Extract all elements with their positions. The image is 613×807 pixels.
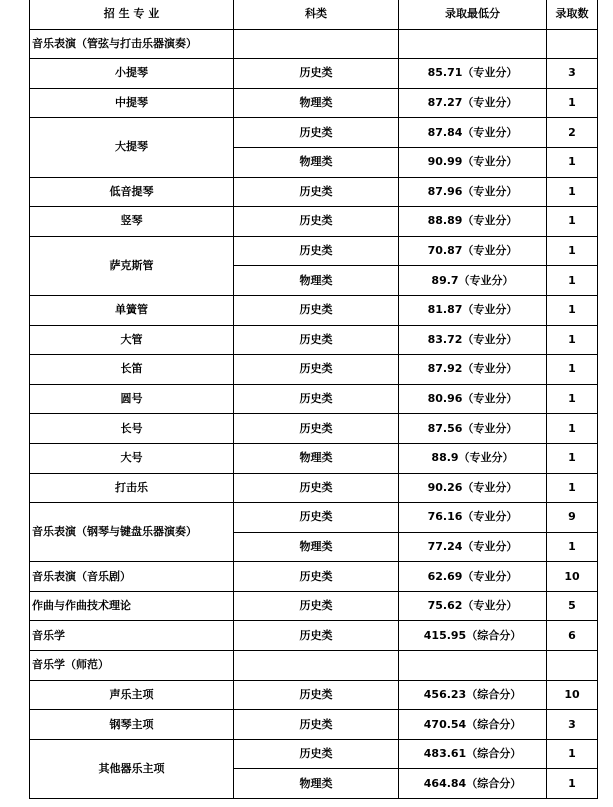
category-cell: 历史类	[234, 473, 399, 503]
header-row	[30, 0, 598, 29]
category-cell: 历史类	[234, 562, 399, 592]
count-cell: 1	[547, 266, 598, 296]
sub-major-cell: 大号	[30, 443, 234, 473]
sub-major-cell: 大提琴	[30, 118, 234, 177]
major-cell: 音乐表演（钢琴与键盘乐器演奏）	[30, 503, 234, 562]
empty-cell	[547, 651, 598, 681]
count-cell: 9	[547, 503, 598, 533]
min-score-cell: 77.24（专业分）	[399, 532, 547, 562]
category-cell: 历史类	[234, 118, 399, 148]
category-cell: 历史类	[234, 680, 399, 710]
major-cell: 音乐学	[30, 621, 234, 651]
empty-cell	[234, 651, 399, 681]
count-cell: 3	[547, 710, 598, 740]
min-score-cell: 80.96（专业分）	[399, 384, 547, 414]
group-major-cell: 音乐表演（管弦与打击乐器演奏）	[30, 29, 234, 59]
table-row	[30, 591, 598, 621]
table-row	[30, 414, 598, 444]
min-score-cell: 88.89（专业分）	[399, 207, 547, 237]
min-score-cell: 89.7（专业分）	[399, 266, 547, 296]
category-cell: 历史类	[234, 710, 399, 740]
table-row	[30, 503, 598, 533]
min-score-cell: 81.87（专业分）	[399, 295, 547, 325]
sub-major-cell: 大管	[30, 325, 234, 355]
category-cell: 历史类	[234, 414, 399, 444]
table-row	[30, 207, 598, 237]
count-cell: 1	[547, 384, 598, 414]
sub-major-cell: 低音提琴	[30, 177, 234, 207]
count-cell: 1	[547, 532, 598, 562]
min-score-cell: 70.87（专业分）	[399, 236, 547, 266]
min-score-cell: 456.23（综合分）	[399, 680, 547, 710]
min-score-cell: 87.56（专业分）	[399, 414, 547, 444]
empty-cell	[234, 29, 399, 59]
min-score-cell: 76.16（专业分）	[399, 503, 547, 533]
table-row	[30, 118, 598, 148]
count-cell: 1	[547, 443, 598, 473]
table-row	[30, 59, 598, 89]
category-cell: 历史类	[234, 355, 399, 385]
count-cell: 1	[547, 414, 598, 444]
category-cell: 物理类	[234, 266, 399, 296]
min-score-cell: 75.62（专业分）	[399, 591, 547, 621]
count-cell: 1	[547, 147, 598, 177]
min-score-cell: 470.54（综合分）	[399, 710, 547, 740]
sub-major-cell: 钢琴主项	[30, 710, 234, 740]
sub-major-cell: 其他器乐主项	[30, 739, 234, 798]
count-cell: 1	[547, 473, 598, 503]
count-cell: 10	[547, 680, 598, 710]
sub-major-cell: 萨克斯管	[30, 236, 234, 295]
category-cell: 历史类	[234, 739, 399, 769]
min-score-cell: 415.95（综合分）	[399, 621, 547, 651]
category-cell: 历史类	[234, 503, 399, 533]
category-cell: 物理类	[234, 88, 399, 118]
sub-major-cell: 长笛	[30, 355, 234, 385]
admission-table	[29, 0, 598, 799]
category-cell: 历史类	[234, 59, 399, 89]
table-row	[30, 384, 598, 414]
table-row	[30, 739, 598, 769]
category-cell: 物理类	[234, 443, 399, 473]
min-score-cell: 83.72（专业分）	[399, 325, 547, 355]
empty-cell	[547, 29, 598, 59]
count-cell: 1	[547, 177, 598, 207]
sub-major-cell: 中提琴	[30, 88, 234, 118]
table-row	[30, 295, 598, 325]
group-major-cell: 音乐学（师范）	[30, 651, 234, 681]
sub-major-cell: 打击乐	[30, 473, 234, 503]
table-row	[30, 562, 598, 592]
min-score-cell: 87.96（专业分）	[399, 177, 547, 207]
count-cell: 1	[547, 207, 598, 237]
category-cell: 历史类	[234, 621, 399, 651]
min-score-cell: 90.26（专业分）	[399, 473, 547, 503]
min-score-cell: 87.84（专业分）	[399, 118, 547, 148]
sub-major-cell: 圆号	[30, 384, 234, 414]
table-row	[30, 177, 598, 207]
min-score-cell: 483.61（综合分）	[399, 739, 547, 769]
sub-major-cell: 竖琴	[30, 207, 234, 237]
count-cell: 1	[547, 355, 598, 385]
sub-major-cell: 长号	[30, 414, 234, 444]
count-cell: 1	[547, 325, 598, 355]
min-score-cell: 87.92（专业分）	[399, 355, 547, 385]
count-cell: 1	[547, 295, 598, 325]
header-major: 招 生 专 业	[30, 0, 234, 29]
count-cell: 3	[547, 59, 598, 89]
header-count: 录取数	[547, 0, 598, 29]
category-cell: 历史类	[234, 591, 399, 621]
category-cell: 历史类	[234, 325, 399, 355]
empty-cell	[399, 29, 547, 59]
category-cell: 物理类	[234, 532, 399, 562]
min-score-cell: 85.71（专业分）	[399, 59, 547, 89]
table-row	[30, 325, 598, 355]
category-cell: 物理类	[234, 769, 399, 799]
empty-cell	[399, 651, 547, 681]
count-cell: 1	[547, 88, 598, 118]
count-cell: 1	[547, 236, 598, 266]
major-cell: 音乐表演（音乐剧）	[30, 562, 234, 592]
table-row	[30, 443, 598, 473]
count-cell: 1	[547, 769, 598, 799]
count-cell: 6	[547, 621, 598, 651]
category-cell: 历史类	[234, 207, 399, 237]
table-row	[30, 29, 598, 59]
sub-major-cell: 声乐主项	[30, 680, 234, 710]
table-body	[30, 29, 598, 798]
count-cell: 1	[547, 739, 598, 769]
table-row	[30, 621, 598, 651]
category-cell: 历史类	[234, 236, 399, 266]
table-row	[30, 236, 598, 266]
table-row	[30, 651, 598, 681]
table-row	[30, 88, 598, 118]
sub-major-cell: 单簧管	[30, 295, 234, 325]
table-row	[30, 355, 598, 385]
header-category: 科类	[234, 0, 399, 29]
min-score-cell: 87.27（专业分）	[399, 88, 547, 118]
sub-major-cell: 小提琴	[30, 59, 234, 89]
count-cell: 2	[547, 118, 598, 148]
count-cell: 10	[547, 562, 598, 592]
header-min-score: 录取最低分	[399, 0, 547, 29]
count-cell: 5	[547, 591, 598, 621]
category-cell: 历史类	[234, 384, 399, 414]
table-row	[30, 473, 598, 503]
category-cell: 历史类	[234, 177, 399, 207]
min-score-cell: 464.84（综合分）	[399, 769, 547, 799]
table-row	[30, 680, 598, 710]
category-cell: 物理类	[234, 147, 399, 177]
category-cell: 历史类	[234, 295, 399, 325]
min-score-cell: 62.69（专业分）	[399, 562, 547, 592]
min-score-cell: 88.9（专业分）	[399, 443, 547, 473]
min-score-cell: 90.99（专业分）	[399, 147, 547, 177]
major-cell: 作曲与作曲技术理论	[30, 591, 234, 621]
table-row	[30, 710, 598, 740]
